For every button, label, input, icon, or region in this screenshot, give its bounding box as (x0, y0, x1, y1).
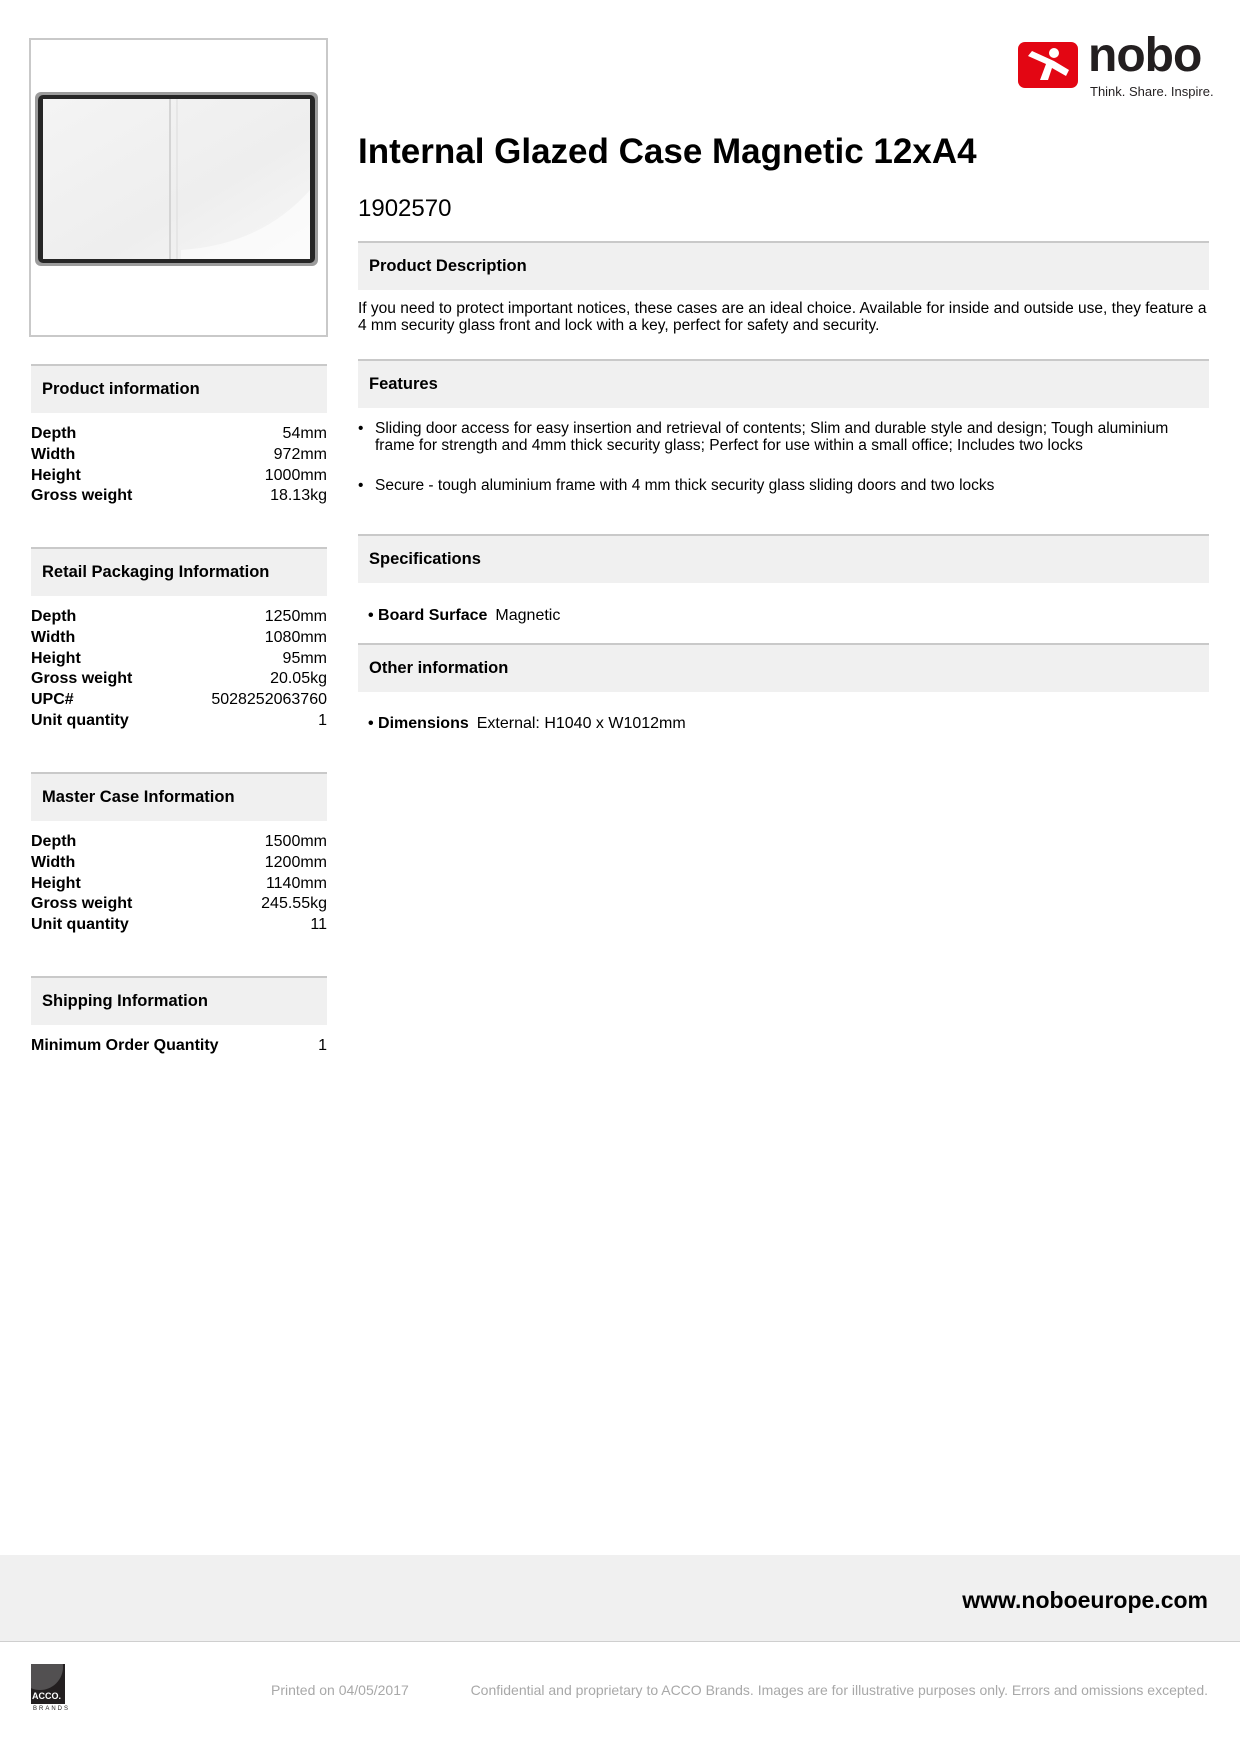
spec-dimensions (368, 715, 686, 733)
spec-label: • Dimensions (368, 715, 469, 732)
product-information-heading: Product information (31, 364, 327, 413)
product-description-text: If you need to protect important notices, these cases are an ideal choice. Available for inside and outside use, they feature a 4 mm security glass front and lock with a key, perfect for safety and security. (358, 300, 1207, 334)
spec-value: External: H1040 x W1012mm (476, 715, 686, 732)
legal-disclaimer: Confidential and proprietary to ACCO Brands. Images are for illustrative purposes only. Errors and omissions excepted. (470, 1682, 1208, 1698)
row-label: UPC# (31, 691, 74, 709)
table-row (31, 628, 327, 649)
row-value: 18.13kg (270, 487, 327, 505)
row-label: Height (31, 874, 81, 892)
master-case-heading: Master Case Information (31, 772, 327, 821)
row-value: 1250mm (264, 608, 327, 625)
row-label: Minimum Order Quantity (31, 1037, 219, 1054)
row-label: Gross weight (31, 895, 133, 913)
row-label: Width (31, 445, 76, 463)
master-case-table (31, 832, 327, 936)
table-row (31, 874, 327, 895)
row-label: Depth (31, 833, 77, 850)
row-value: 1500mm (264, 833, 327, 850)
bullet-icon: • (358, 477, 364, 494)
nobo-logo (1018, 29, 1214, 102)
table-row (31, 486, 327, 507)
table-row (31, 649, 327, 670)
table-row (31, 832, 327, 853)
product-image (29, 38, 328, 337)
table-row (31, 690, 327, 711)
row-label: Width (31, 628, 76, 646)
retail-packaging-heading: Retail Packaging Information (31, 547, 327, 596)
nobo-figure-icon (1018, 42, 1078, 88)
row-label: Width (31, 853, 76, 871)
specifications-heading: Specifications (358, 534, 1209, 583)
row-label: Depth (31, 425, 77, 442)
features-heading: Features (358, 359, 1209, 408)
list-item (358, 420, 1208, 454)
row-value: 972mm (273, 445, 327, 463)
table-row (31, 445, 327, 466)
table-row (31, 1036, 327, 1057)
features-list (358, 420, 1208, 494)
table-row (31, 853, 327, 874)
glazed-case-illustration (31, 40, 326, 335)
row-value: 1000mm (264, 466, 327, 484)
row-label: Depth (31, 608, 77, 625)
row-value: 5028252063760 (211, 691, 327, 709)
printed-date: Printed on 04/05/2017 (271, 1682, 409, 1698)
row-label: Unit quantity (31, 711, 129, 729)
row-label: Unit quantity (31, 916, 129, 934)
list-item (358, 477, 1208, 494)
acco-logo-text: ACCO. (32, 1691, 61, 1701)
bullet-icon: • (358, 420, 364, 437)
product-information-table (31, 424, 327, 507)
retail-packaging-table (31, 607, 327, 732)
acco-logo-subtext: BRANDS (33, 1706, 71, 1712)
row-value: 1 (318, 711, 327, 729)
acco-brands-logo (31, 1664, 71, 1715)
spec-value: Magnetic (495, 607, 561, 624)
row-value: 1 (318, 1037, 327, 1054)
row-value: 11 (310, 916, 327, 934)
spec-label: • Board Surface (368, 607, 488, 624)
website-link[interactable]: www.noboeurope.com (962, 1587, 1208, 1613)
row-label: Height (31, 466, 81, 484)
product-description-heading: Product Description (358, 241, 1209, 290)
brand-tagline: Think. Share. Inspire. (1090, 84, 1214, 99)
table-row (31, 424, 327, 445)
product-title: Internal Glazed Case Magnetic 12xA4 (358, 132, 977, 171)
shipping-table (31, 1036, 327, 1057)
table-row (31, 894, 327, 915)
row-label: Gross weight (31, 487, 133, 505)
shipping-heading: Shipping Information (31, 976, 327, 1025)
table-row (31, 607, 327, 628)
row-value: 245.55kg (261, 895, 327, 913)
table-row (31, 669, 327, 690)
feature-text: Sliding door access for easy insertion and retrieval of contents; Slim and durable style and design; Tough aluminium frame for strength and 4mm thick security glass; Perfect for use within a small office; Includes two locks (375, 420, 1169, 454)
other-information-heading: Other information (358, 643, 1209, 692)
row-value: 1080mm (264, 628, 327, 646)
footer-band (0, 1555, 1240, 1642)
row-label: Height (31, 649, 81, 667)
row-value: 1140mm (265, 874, 327, 892)
row-value: 1200mm (264, 853, 327, 871)
feature-text: Secure - tough aluminium frame with 4 mm thick security glass sliding doors and two locks (375, 477, 995, 494)
table-row (31, 711, 327, 732)
row-value: 20.05kg (270, 670, 327, 688)
product-sku: 1902570 (358, 195, 452, 222)
row-value: 54mm (282, 425, 327, 442)
row-value: 95mm (282, 649, 327, 667)
table-row (31, 466, 327, 487)
brand-name: nobo (1088, 29, 1202, 82)
spec-board-surface (368, 607, 560, 625)
table-row (31, 915, 327, 936)
row-label: Gross weight (31, 670, 133, 688)
